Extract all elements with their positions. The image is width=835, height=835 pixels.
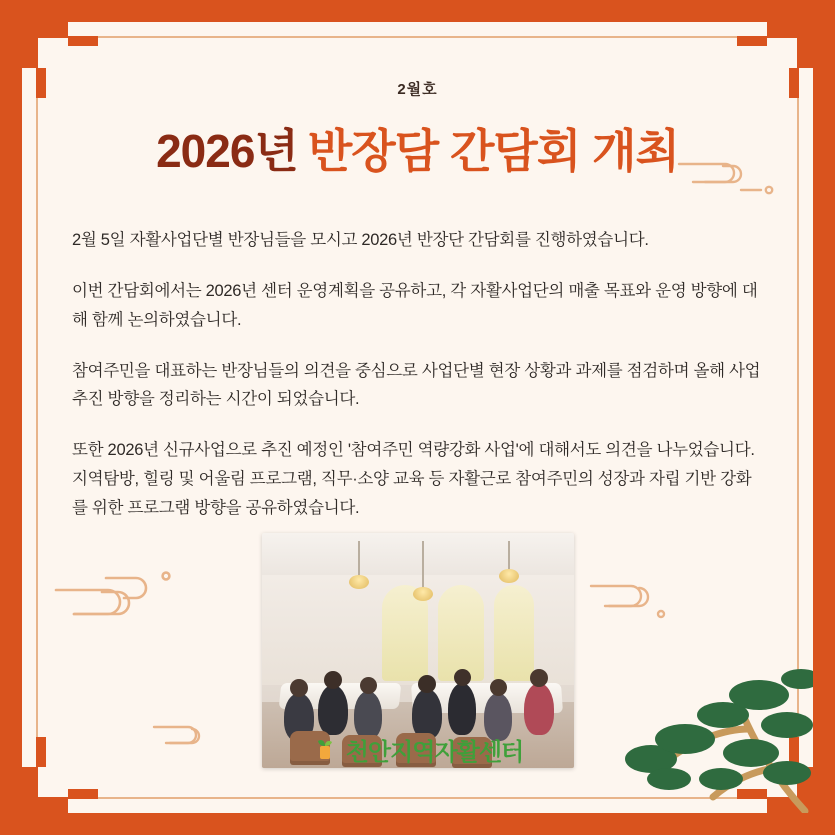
issue-label: 2월호 [397, 81, 438, 98]
body-text [72, 226, 763, 523]
brand-name: 천안지역자활센터 [345, 738, 524, 766]
headline-year: 2026년 [156, 125, 298, 177]
headline-rest: 반장담 간담회 개최 [307, 125, 679, 177]
poster-content [60, 60, 775, 775]
page-title [60, 125, 775, 178]
brand-footer [60, 732, 775, 768]
sprout-logo-icon [312, 736, 338, 762]
paragraph: 참여주민을 대표하는 반장님들의 의견을 중심으로 사업단별 현장 상황과 과제를 점검하며 올해 사업 추진 방향을 정리하는 시간이 되었습니다. [72, 361, 761, 409]
paragraph: 2월 5일 자활사업단별 반장님들을 모시고 2026년 반장단 간담회를 진행하였습니다. [72, 230, 649, 249]
paragraph: 이번 간담회에서는 2026년 센터 운영계획을 공유하고, 각 자활사업단의 매출 목표와 운영 방향에 대해 함께 논의하였습니다. [72, 281, 758, 329]
paragraph: 또한 2026년 신규사업으로 추진 예정인 '참여주민 역량강화 사업'에 대해서도 의견을 나누었습니다. 지역탐방, 힐링 및 어울림 프로그램, 직무·소양 교육 등 자활근로 참여주민의 성장과 자립 기반 강화를 위한 프로그램 방향을 공유하였습니다. [72, 441, 755, 518]
